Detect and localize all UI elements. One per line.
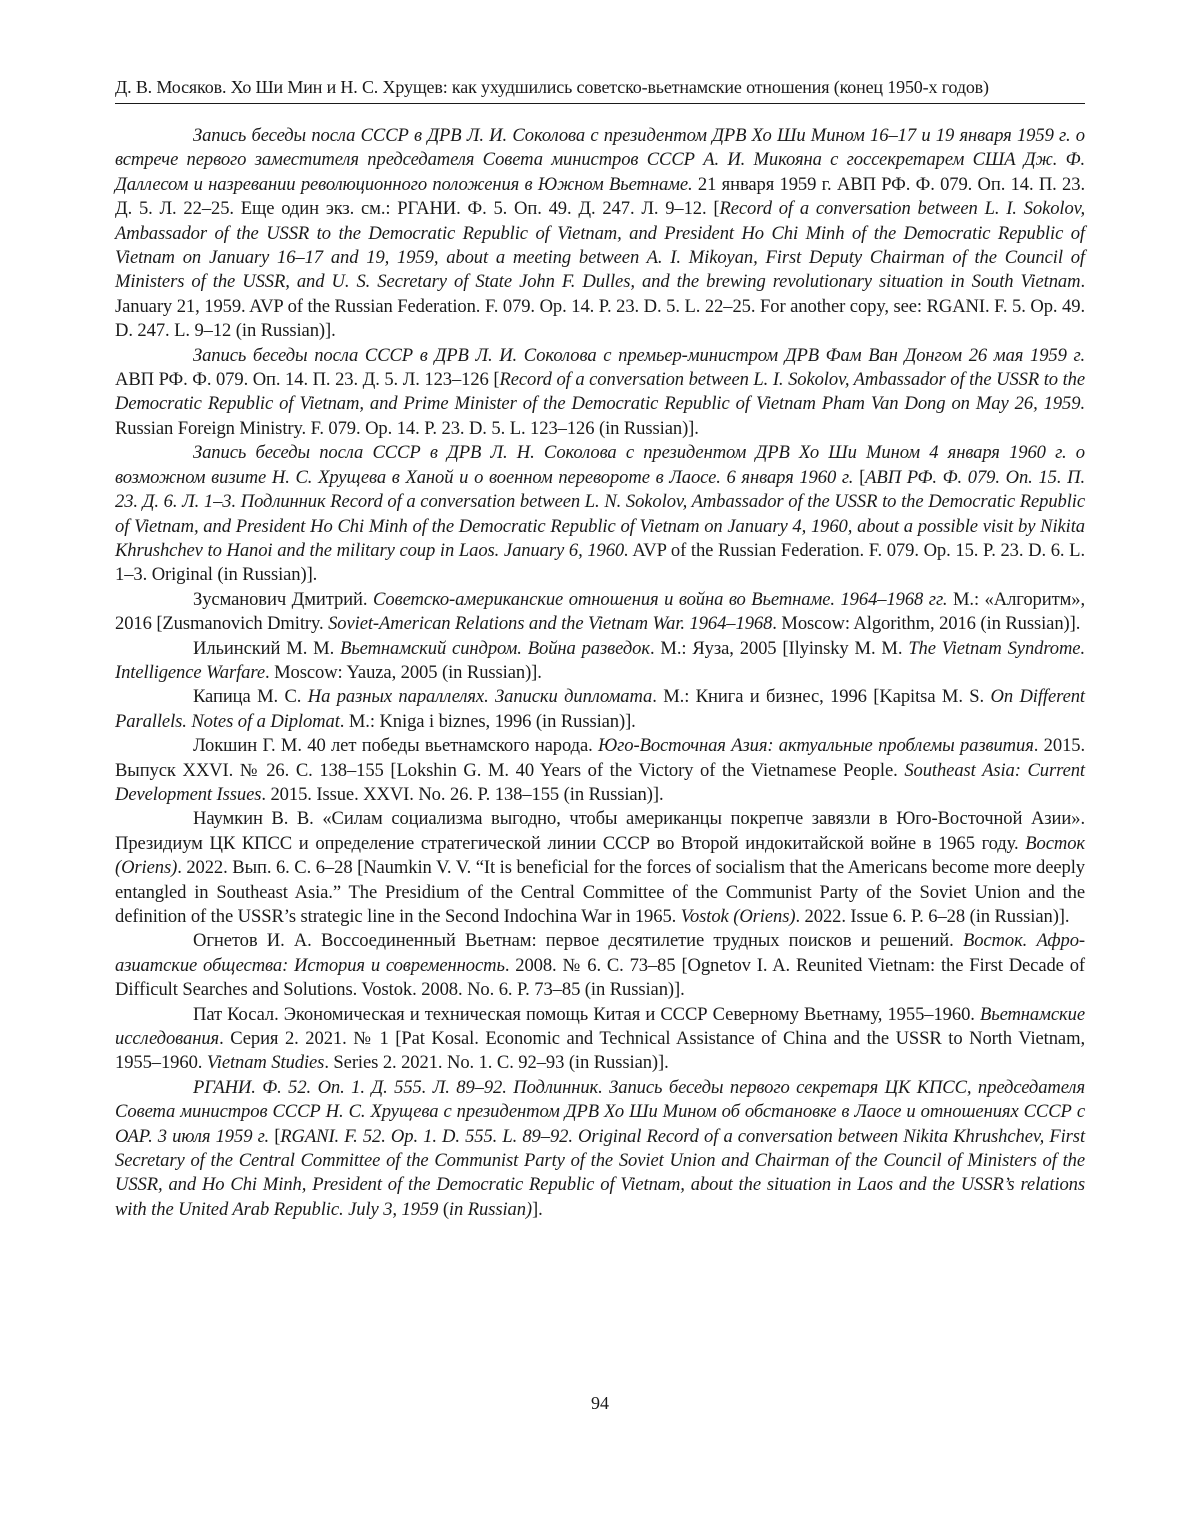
ref-segment: [ bbox=[853, 466, 866, 488]
ref-italic-segment: RGANI. F. 52. Op. 1. D. 555. L. 89–92. Original Record of a conversation between Nikita Khrushchev, First Secretary of the Central Committee of the Communist Party of the Soviet Union and Chairman of the Council of Ministers of the USSR, and Ho Chi Minh, President of the Democratic Republic of Vietnam, about the situation in Laos and the USSR’s relations with the United Arab Republic. July 3, 1959 bbox=[115, 1125, 1086, 1220]
ref-segment: AVP of the Russian Federation. F. 079. Op. 15. P. 23. D. 6. L. 1–3. Original (in Russian)]. bbox=[115, 539, 1085, 586]
ref-segment: . 2015. Выпуск XXVI. № 26. С. 138–155 [Lokshin G. M. 40 Years of the Victory of the Vietnamese People. bbox=[115, 735, 1086, 781]
ref-segment: . M.: Kniga i biznes, 1996 (in Russian)]. bbox=[339, 710, 636, 732]
ref-italic-segment: Vostok (Oriens) bbox=[680, 906, 796, 927]
ref-segment: [ bbox=[269, 1125, 281, 1147]
reference-list bbox=[115, 124, 1085, 1222]
ref-italic-segment: Юго-Восточная Азия: актуальные проблемы развития bbox=[598, 735, 1034, 757]
ref-italic-segment: Soviet-American Relations and the Vietnam War. 1964–1968 bbox=[328, 613, 773, 635]
reference-entry bbox=[115, 344, 1085, 442]
ref-segment: . М.: Книга и бизнес, 1996 [Kapitsa M. S. bbox=[652, 686, 991, 708]
ref-italic-segment: Советско-американские отношения и война во Вьетнаме. 1964–1968 гг. bbox=[372, 588, 948, 610]
ref-italic-segment: The Vietnam Syndrome. Intelligence Warfare bbox=[115, 637, 1086, 683]
reference-entry bbox=[115, 588, 1085, 637]
reference-entry bbox=[115, 124, 1085, 344]
reference-entry bbox=[115, 807, 1085, 929]
ref-segment: Пат Косал. Экономическая и техническая помощь Китая и СССР Северному Вьетнаму, 1955–1960. bbox=[193, 1003, 980, 1025]
ref-italic-segment: Запись беседы посла СССР в ДРВ Л. И. Соколова с премьер-министром ДРВ Фам Ван Донгом 26 мая 1959 г. bbox=[193, 344, 1085, 366]
ref-segment: . М.: Яуза, 2005 [Ilyinsky M. M. bbox=[649, 637, 909, 659]
ref-segment: Капица М. С. bbox=[193, 686, 308, 708]
ref-segment: Локшин Г. М. 40 лет победы вьетнамского народа. bbox=[193, 735, 599, 757]
ref-italic-segment: Record of a conversation between L. I. Sokolov, Ambassador of the USSR to the Democratic Republic of Vietnam, and Prime Minister of the Democratic Republic of Vietnam Pham Van Dong on May 26, 1959. bbox=[115, 369, 1086, 415]
ref-italic-segment: in Russian) bbox=[448, 1198, 533, 1220]
ref-italic-segment: АВП РФ. Ф. 079. Оп. 15. П. 23. Д. 6. Л. 1–3. Подлинник Record of a conversation between L. N. Sokolov, Ambassador of the USSR to the Democratic Republic of Vietnam, and President Ho Chi Minh of the Democratic Republic of Vietnam on January 4, 1960, about a possible visit by Nikita Khrushchev to Hanoi and the military coup in Laos. January 6, 1960. bbox=[115, 466, 1085, 561]
ref-italic-segment: Record of a conversation between L. I. Sokolov, Ambassador of the USSR to the Democratic Republic of Vietnam, and President Ho Chi Minh of the Democratic Republic of Vietnam on January 16–17 and 19, 1959, about a meeting between A. I. Mikoyan, First Deputy Chairman of the Council of Ministers of the USSR, and U. S. Secretary of State John F. Dulles, and the brewing revolutionary situation in South Vietnam bbox=[115, 198, 1085, 293]
ref-italic-segment: On Different Parallels. Notes of a Diplomat bbox=[115, 686, 1085, 732]
reference-entry bbox=[115, 734, 1085, 807]
ref-segment: 21 января 1959 г. АВП РФ. Ф. 079. Оп. 14. П. 23. Д. 5. Л. 22–25. Еще один экз. см.: РГАНИ. Ф. 5. Оп. 49. Д. 247. Л. 9–12. [ bbox=[115, 173, 1085, 220]
ref-italic-segment: На разных параллелях. Записки дипломата bbox=[307, 686, 653, 708]
running-title: Д. В. Мосяков. Хо Ши Мин и Н. С. Хрущев: как ухудшились советско-вьетнамские отношения (конец 1950-х годов) bbox=[115, 76, 1085, 104]
ref-segment: Наумкин В. В. «Силам социализма выгодно, чтобы американцы покрепче завязли в Юго-Восточной Азии». Президиум ЦК КПСС и определение стратегической линии СССР во Второй индокитайской войне в 1965 году. bbox=[115, 808, 1085, 854]
ref-segment: . 2015. Issue. XXVI. No. 26. P. 138–155 (in Russian)]. bbox=[261, 783, 664, 805]
ref-segment: . Moscow: Yauza, 2005 (in Russian)]. bbox=[264, 661, 542, 683]
ref-segment: Ильинский М. М. bbox=[193, 637, 341, 659]
ref-segment: АВП РФ. Ф. 079. Оп. 14. П. 23. Д. 5. Л. 123–126 [ bbox=[115, 369, 500, 391]
ref-segment: . 2022. Issue 6. P. 6–28 (in Russian)]. bbox=[795, 906, 1070, 927]
ref-segment: Russian Foreign Ministry. F. 079. Op. 14. P. 23. D. 5. L. 123–126 (in Russian)]. bbox=[115, 417, 699, 439]
journal-page bbox=[115, 70, 1085, 1510]
ref-italic-segment: Запись беседы посла СССР в ДРВ Л. И. Соколова с президентом ДРВ Хо Ши Мином 16–17 и 19 января 1959 г. о встрече первого заместителя председателя Совета министров СССР А. И. Микояна с госсекретарем США Дж. Ф. Даллесом и назревании революционного положения в Южном Вьетнаме. bbox=[115, 125, 1085, 195]
ref-segment: . Series 2. 2021. No. 1. C. 92–93 (in Russian)]. bbox=[324, 1052, 669, 1074]
ref-italic-segment: Вьетнамский синдром. Война разведок bbox=[340, 637, 650, 659]
ref-italic-segment: Вьетнамские исследования bbox=[115, 1003, 1085, 1050]
reference-entry bbox=[115, 685, 1085, 734]
ref-segment: Огнетов И. А. Воссоединенный Вьетнам: первое десятилетие трудных поисков и решений. bbox=[193, 930, 963, 952]
ref-segment: . 2008. № 6. С. 73–85 [Ognetov I. A. Reunited Vietnam: the First Decade of Difficult Searches and Solutions. Vostok. 2008. No. 6. P. 73–85 (in Russian)]. bbox=[115, 954, 1085, 1001]
ref-italic-segment: РГАНИ. Ф. 52. Оп. 1. Д. 555. Л. 89–92. Подлинник. Запись беседы первого секретаря ЦК КПСС, председателя Совета министров СССР Н. С. Хрущева с президентом ДРВ Хо Ши Мином об обстановке в Лаосе и отношениях СССР с ОАР. 3 июля 1959 г. bbox=[115, 1076, 1085, 1147]
ref-segment: . January 21, 1959. AVP of the Russian Federation. F. 079. Op. 14. P. 23. D. 5. L. 22–25. For another copy, see: RGANI. F. 5. Op. 49. D. 247. L. 9–12 (in Russian)]. bbox=[115, 271, 1085, 342]
ref-italic-segment: Southeast Asia: Current Development Issues bbox=[115, 759, 1085, 805]
ref-segment: ( bbox=[438, 1198, 449, 1220]
ref-segment: . Серия 2. 2021. № 1 [Pat Kosal. Economic and Technical Assistance of China and the USSR to North Vietnam, 1955–1960. bbox=[115, 1028, 1085, 1074]
reference-entry bbox=[115, 1003, 1085, 1076]
ref-italic-segment: Запись беседы посла СССР в ДРВ Л. Н. Соколова с президентом ДРВ Хо Ши Мином 4 января 1960 г. о возможном визите Н. С. Хрущева в Ханой и о военном перевороте в Лаосе. 6 января 1960 г. bbox=[115, 442, 1085, 488]
page-number: 94 bbox=[591, 1393, 609, 1413]
ref-segment: ]. bbox=[532, 1198, 543, 1220]
reference-entry bbox=[115, 441, 1085, 587]
ref-segment: . Moscow: Algorithm, 2016 (in Russian)]. bbox=[772, 613, 1081, 635]
ref-italic-segment: Восток (Oriens) bbox=[115, 832, 1085, 879]
ref-italic-segment: Восток. Афро-азиатские общества: История и современность bbox=[115, 930, 1086, 976]
ref-segment: . 2022. Вып. 6. С. 6–28 [Naumkin V. V. “It is beneficial for the forces of socialism that the Americans become more deeply entangled in Southeast Asia.” The Presidium of the Central Committee of the Communist Party of the Soviet Union and the definition of the USSR’s strategic line in the Second Indochina War in 1965. bbox=[115, 857, 1085, 927]
ref-segment: М.: «Алгоритм», 2016 [Zusmanovich Dmitry. bbox=[115, 588, 1086, 635]
ref-italic-segment: Vietnam Studies bbox=[206, 1052, 325, 1074]
reference-entry bbox=[115, 637, 1085, 686]
ref-segment: Зусманович Дмитрий. bbox=[193, 588, 373, 610]
reference-entry bbox=[115, 929, 1085, 1002]
reference-entry bbox=[115, 1076, 1085, 1222]
